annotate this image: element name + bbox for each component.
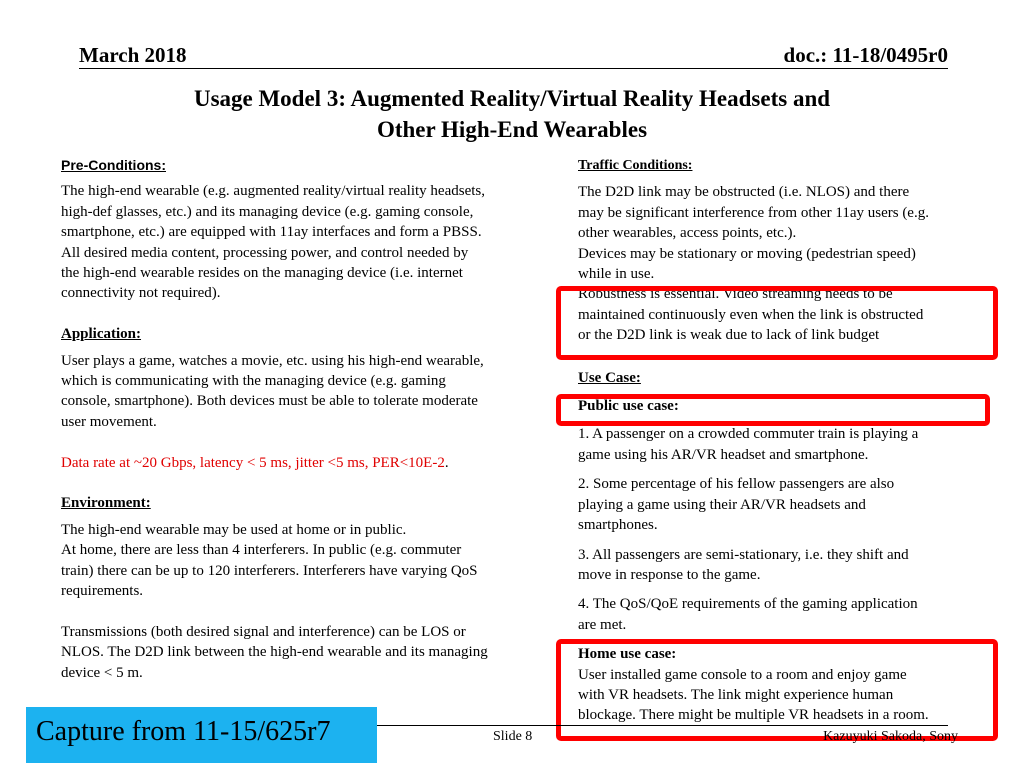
capture-source-banner: Capture from 11-15/625r7	[26, 707, 377, 763]
preconditions-line: high-def glasses, etc.) and its managing device (e.g. gaming console,	[61, 203, 474, 220]
header-rule	[79, 68, 948, 69]
preconditions-heading: Pre-Conditions:	[61, 157, 166, 173]
traffic-line: The D2D link may be obstructed (i.e. NLOS) and there	[578, 184, 910, 201]
preconditions-line: smartphone, etc.) are equipped with 11ay interfaces and form a PBSS.	[61, 224, 482, 241]
home-use-case-heading: Home use case:	[578, 646, 677, 663]
preconditions-line: connectivity not required).	[61, 285, 221, 302]
use-case-item-line: 4. The QoS/QoE requirements of the gaming application	[578, 596, 918, 613]
application-line: console, smartphone). Both devices must be able to tolerate moderate	[61, 393, 478, 410]
traffic-line: other wearables, access points, etc.).	[578, 225, 797, 242]
use-case-item-line: playing a game using their AR/VR headsets and	[578, 496, 866, 513]
use-case-item-line: 2. Some percentage of his fellow passengers are also	[578, 476, 895, 493]
environment-line: train) there can be up to 120 interferers. Interferers have varying QoS	[61, 562, 478, 579]
preconditions-line: the high-end wearable resides on the managing device (i.e. internet	[61, 265, 463, 282]
use-case-item-line: move in response to the game.	[578, 566, 761, 583]
slide-title	[0, 83, 1024, 145]
header-date: March 2018	[79, 43, 187, 67]
application-line: which is communicating with the managing device (e.g. gaming	[61, 373, 446, 390]
title-line-2: Other High-End Wearables	[376, 117, 648, 142]
header-doc-number: doc.: 11-18/0495r0	[783, 43, 948, 67]
environment-line: NLOS. The D2D link between the high-end wearable and its managing	[61, 644, 488, 661]
highlight-box-public-use-case	[556, 394, 990, 426]
environment-line: requirements.	[61, 583, 144, 600]
application-line: user movement.	[61, 413, 157, 430]
traffic-line: Devices may be stationary or moving (pedestrian speed)	[578, 245, 916, 262]
home-use-case-line: blockage. There might be multiple VR headsets in a room.	[578, 707, 929, 724]
use-case-item-line: game using his AR/VR headset and smartphone.	[578, 446, 869, 463]
environment-heading: Environment:	[61, 495, 151, 512]
public-use-case-heading: Public use case:	[578, 398, 679, 415]
environment-line: device < 5 m.	[61, 664, 143, 681]
traffic-line: may be significant interference from other 11ay users (e.g.	[578, 204, 929, 221]
left-column	[61, 155, 561, 683]
environment-line: At home, there are less than 4 interferers. In public (e.g. commuter	[61, 542, 462, 559]
environment-line: Transmissions (both desired signal and interference) can be LOS or	[61, 623, 466, 640]
footer-rule	[377, 725, 948, 726]
footer-author: Kazuyuki Sakoda, Sony	[823, 729, 958, 744]
highlight-box-robustness	[556, 286, 998, 360]
traffic-heading: Traffic Conditions:	[578, 158, 693, 173]
preconditions-line: All desired media content, processing power, and control needed by	[61, 244, 469, 261]
application-heading: Application:	[61, 326, 142, 343]
robustness-line: Robustness is essential. Video streaming needs to be	[578, 286, 893, 303]
use-case-item-line: are met.	[578, 616, 627, 633]
home-use-case-line: User installed game console to a room and enjoy game	[578, 666, 907, 683]
use-case-item-line: smartphones.	[578, 517, 658, 534]
preconditions-line: The high-end wearable (e.g. augmented reality/virtual reality headsets,	[61, 183, 485, 200]
use-case-item-line: 3. All passengers are semi-stationary, i.e. they shift and	[578, 546, 909, 563]
use-case-heading: Use Case:	[578, 369, 641, 386]
robustness-line: maintained continuously even when the link is obstructed	[578, 306, 924, 323]
home-use-case-line: with VR headsets. The link might experience human	[578, 686, 894, 703]
data-rate-text: Data rate at ~20 Gbps, latency < 5 ms, jitter <5 ms, PER<10E-2	[61, 454, 445, 471]
robustness-line: or the D2D link is weak due to lack of link budget	[578, 327, 880, 344]
environment-line: The high-end wearable may be used at home or in public.	[61, 521, 407, 538]
data-rate-period: .	[444, 454, 449, 471]
application-line: User plays a game, watches a movie, etc. using his high-end wearable,	[61, 352, 484, 369]
data-rate-requirement	[61, 453, 561, 473]
title-line-1: Usage Model 3: Augmented Reality/Virtual Reality Headsets and	[193, 86, 831, 111]
slide-number: Slide 8	[493, 729, 533, 744]
use-case-item-line: 1. A passenger on a crowded commuter train is playing a	[578, 426, 919, 443]
traffic-line: while in use.	[578, 266, 655, 283]
